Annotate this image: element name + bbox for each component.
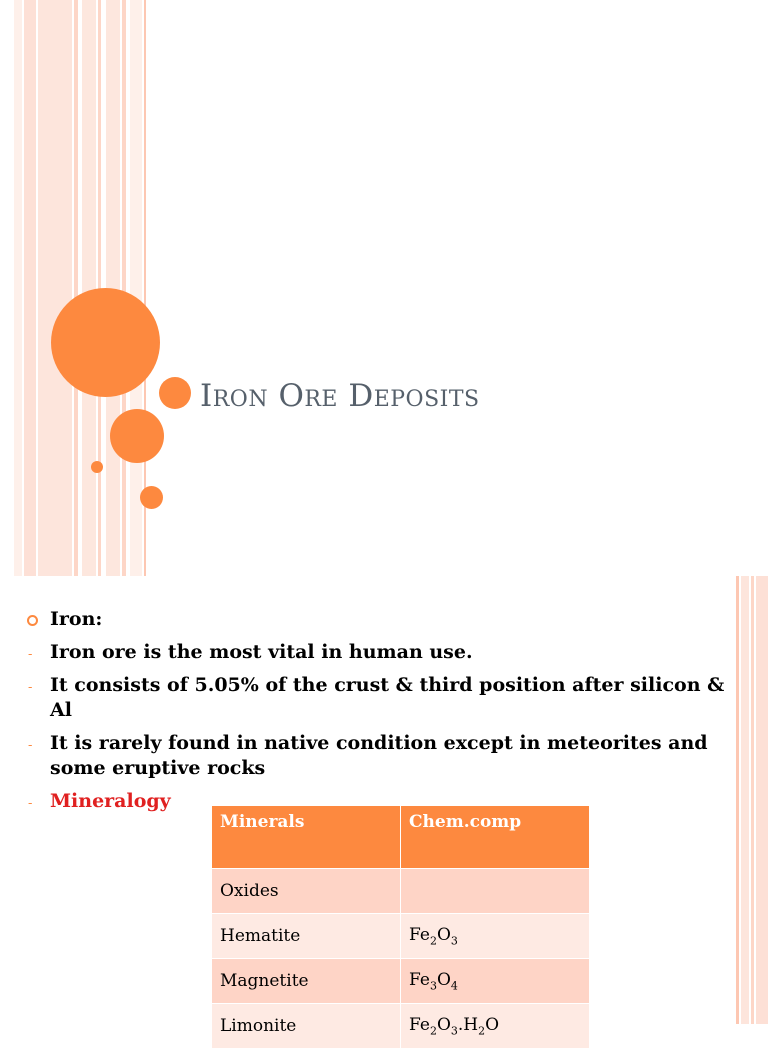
mineral-name: Hematite [212, 914, 401, 959]
chem-formula [401, 914, 590, 959]
circle-bullet-icon [27, 615, 38, 626]
bullet-text: Iron ore is the most vital in human use. [50, 641, 473, 663]
formula-subscript: 3 [450, 1024, 458, 1038]
mineral-name: Magnetite [212, 959, 401, 1004]
decor-stripe [74, 0, 78, 576]
decor-circle [159, 377, 191, 409]
dash-bullet-icon: - [28, 738, 33, 753]
formula-subscript: 2 [429, 934, 437, 948]
minerals-table [211, 805, 590, 1049]
table-header-row [212, 806, 590, 869]
formula-subscript: 2 [429, 1024, 437, 1038]
decor-circle-medium [110, 409, 164, 463]
decor-stripe [38, 0, 72, 576]
formula-part: O [436, 1014, 451, 1035]
dash-bullet-icon: - [28, 796, 33, 811]
decor-stripe [122, 0, 126, 576]
decor-stripe [130, 0, 142, 576]
decor-stripe [24, 0, 36, 576]
decor-stripe [14, 0, 22, 576]
formula-subscript: 3 [450, 934, 458, 948]
decor-stripe [741, 576, 749, 1024]
decor-stripe [751, 576, 754, 1024]
table-row [212, 959, 590, 1004]
decor-circle [140, 486, 163, 509]
bullet-text: Mineralogy [50, 790, 171, 812]
bullet-list [28, 607, 740, 822]
table-header-chem-comp: Chem.comp [401, 806, 590, 869]
dash-bullet-icon: - [28, 647, 33, 662]
decor-stripe [756, 576, 768, 1024]
decor-circle-small [91, 461, 103, 473]
table-row [212, 1004, 590, 1049]
formula-part: Fe [409, 969, 430, 990]
formula-part: O [436, 969, 451, 990]
mineral-name: Limonite [212, 1004, 401, 1049]
slide-title: Iron Ore Deposits [200, 378, 480, 414]
bullet-item [28, 673, 740, 723]
bullet-item [28, 640, 740, 665]
table-header-minerals: Minerals [212, 806, 401, 869]
bullet-item [28, 731, 740, 781]
table-row [212, 914, 590, 959]
decor-circle-large [51, 288, 160, 397]
chem-formula [401, 869, 590, 914]
formula-part: O [436, 924, 451, 945]
content-slide [0, 576, 768, 1038]
decor-stripe [82, 0, 96, 576]
formula-subscript: 2 [478, 1024, 486, 1038]
formula-part: .H [457, 1014, 479, 1035]
formula-part: O [485, 1014, 500, 1035]
bullet-text: Iron: [50, 608, 103, 630]
formula-part: Fe [409, 1014, 430, 1035]
formula-subscript: 4 [450, 979, 458, 993]
bullet-text: It consists of 5.05% of the crust & third position after silicon & Al [50, 674, 725, 721]
chem-formula [401, 959, 590, 1004]
formula-subscript: 3 [429, 979, 437, 993]
bullet-text: It is rarely found in native condition except in meteorites and some eruptive rocks [50, 732, 708, 779]
dash-bullet-icon: - [28, 680, 33, 695]
formula-part: Fe [409, 924, 430, 945]
chem-formula [401, 1004, 590, 1049]
table-row [212, 869, 590, 914]
bullet-item [28, 607, 740, 632]
mineral-name: Oxides [212, 869, 401, 914]
